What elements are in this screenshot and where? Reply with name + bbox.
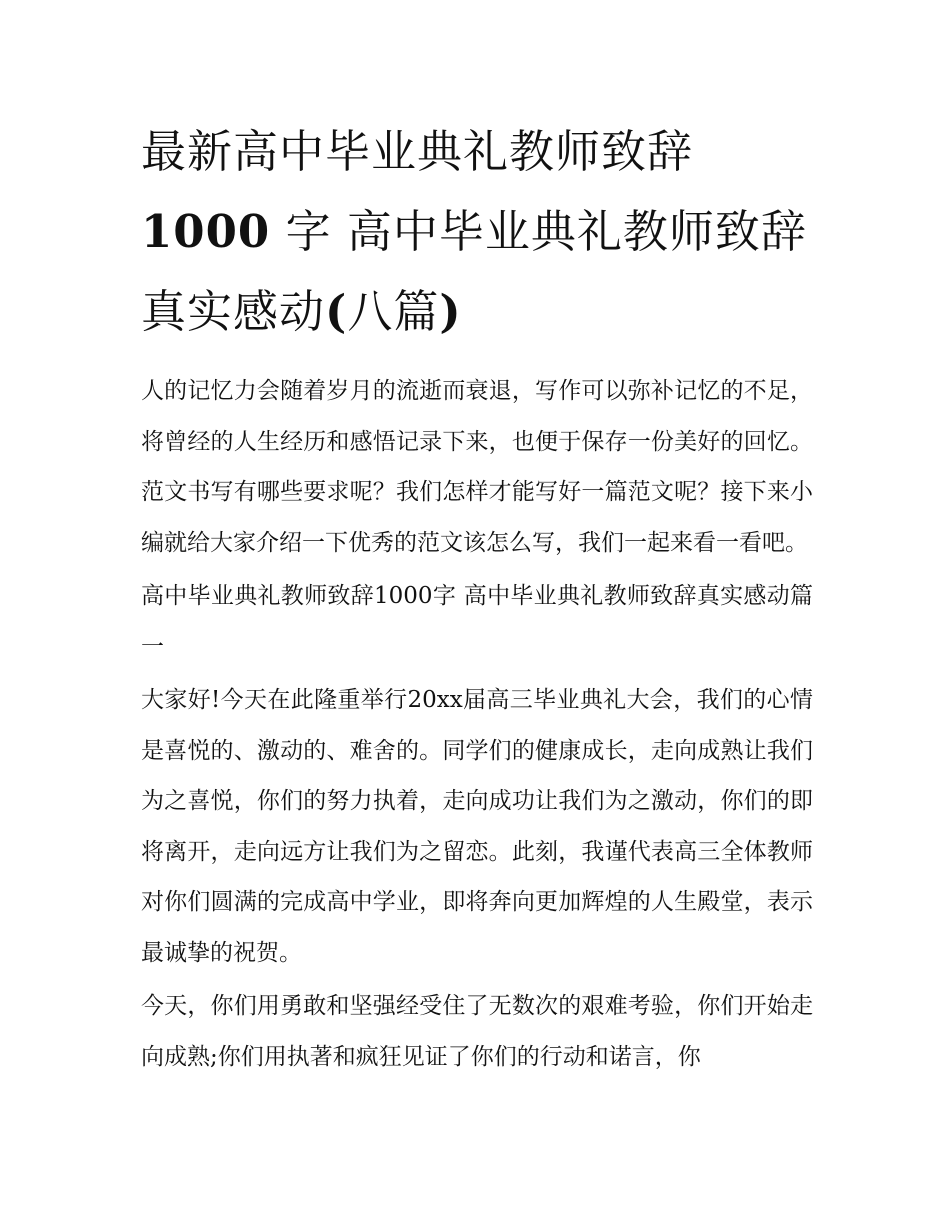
title-text-2: 字 高中毕业典礼教师致辞真实感动 bbox=[141, 205, 807, 338]
body-paragraph: 大家好!今天在此隆重举行20xx届高三毕业典礼大会，我们的心情是喜悦的、激动的、难舍的。同学们的健康成长，走向成熟让我们为之喜悦，你们的努力执着，走向成功让我们为之激动，你们的即将离开，走向远方让我们为之留恋。此刻，我谨代表高三全体教师对你们圆满的完成高中学业，即将奔向更加辉煌的人生殿堂，表示最诚挚的祝贺。 bbox=[141, 687, 813, 966]
title-paren-open: ( bbox=[325, 285, 348, 338]
document-content bbox=[141, 112, 813, 1085]
body-paragraph: 今天，你们用勇敢和坚强经受住了无数次的艰难考验，你们开始走向成熟;你们用执著和疯狂见证了你们的行动和诺言，你 bbox=[141, 993, 813, 1070]
title-number: 1000 bbox=[141, 205, 271, 258]
title-text-3: 八篇 bbox=[347, 285, 440, 338]
intro-paragraph: 人的记忆力会随着岁月的流逝而衰退，写作可以弥补记忆的不足，将曾经的人生经历和感悟记录下来，也便于保存一份美好的回忆。范文书写有哪些要求呢？我们怎样才能写好一篇范文呢？接下来小编就给大家介绍一下优秀的范文该怎么写，我们一起来看一看吧。 bbox=[141, 378, 813, 556]
document-title bbox=[141, 112, 813, 352]
title-paren-close: ) bbox=[439, 285, 462, 338]
title-text-1: 最新高中毕业典礼教师致辞 bbox=[141, 125, 694, 178]
section-heading: 高中毕业典礼教师致辞1000字 高中毕业典礼教师致辞真实感动篇一 bbox=[141, 583, 813, 660]
